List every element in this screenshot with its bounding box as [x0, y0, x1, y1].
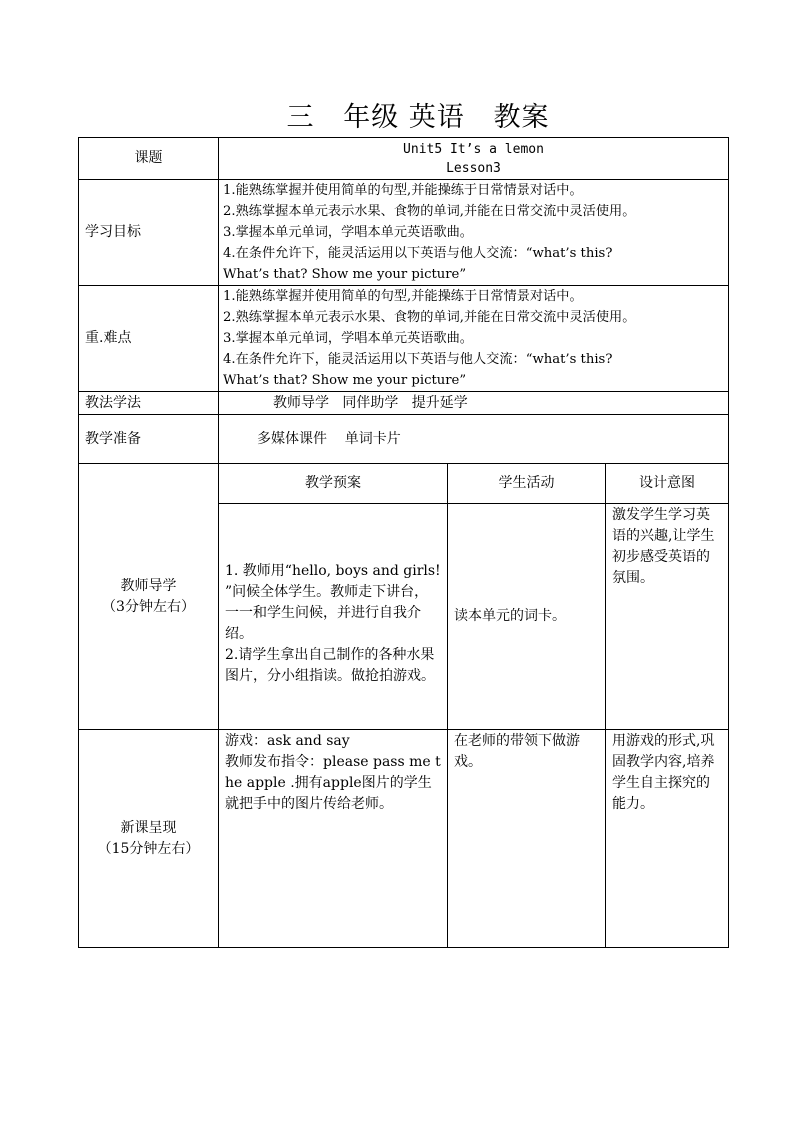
process-header-row [79, 464, 729, 504]
stage-cell [79, 464, 219, 730]
objective-item: 1.能熟练掌握并使用简单的句型,并能操练于日常情景对话中。 [223, 183, 583, 198]
lesson-unit: Unit5 It’s a lemon [403, 141, 544, 157]
key-points-row [79, 286, 729, 392]
lesson-plan-table [78, 137, 729, 948]
page-title: 三 年级 英语 教案 [286, 102, 550, 133]
key-point-item: 3.掌握本单元单词，学唱本单元英语歌曲。 [223, 331, 473, 346]
stage-name: 教师导学 [120, 577, 177, 594]
lesson-number: Lesson3 [446, 160, 501, 176]
objective-item: 2.熟练掌握本单元表示水果、食物的单词,并能在日常交流中灵活使用。 [223, 204, 636, 219]
stage-plan: 1. 教师用“hello, boys and girls! ”问候全体学生。教师走下讲台，一一和学生问候，并进行自我介绍。 2.请学生拿出自己制作的各种水果图片，分小组指读。做抢拍游戏。 [219, 504, 448, 730]
key-point-item: 4.在条件允许下，能灵活运用以下英语与他人交流：“what’s this? [223, 352, 613, 367]
objective-item: 3.掌握本单元单词，学唱本单元英语歌曲。 [223, 225, 473, 240]
key-point-item: What’s that? Show me your picture” [223, 373, 467, 388]
key-points-label: 重.难点 [79, 286, 219, 392]
stage-student: 在老师的带领下做游戏。 [448, 730, 606, 948]
stage-row [79, 730, 729, 948]
preparation-value: 多媒体课件 单词卡片 [219, 415, 729, 464]
key-point-item: 2.熟练掌握本单元表示水果、食物的单词,并能在日常交流中灵活使用。 [223, 310, 636, 325]
objectives-content [219, 180, 729, 286]
methods-value: 教师导学 同伴助学 提升延学 [219, 392, 729, 415]
stage-plan: 游戏：ask and say 教师发布指令：please pass me the apple .拥有apple图片的学生就把手中的图片传给老师。 [219, 730, 448, 948]
objective-item: 4.在条件允许下，能灵活运用以下英语与他人交流：“what’s this? [223, 246, 613, 261]
key-point-item: 1.能熟练掌握并使用简单的句型,并能操练于日常情景对话中。 [223, 289, 583, 304]
header-plan: 教学预案 [219, 464, 448, 504]
preparation-row [79, 415, 729, 464]
objective-item: What’s that? Show me your picture” [223, 267, 467, 282]
methods-row [79, 392, 729, 415]
stage-intent: 激发学生学习英语的兴趣,让学生初步感受英语的氛围。 [606, 504, 729, 730]
stage-cell [79, 730, 219, 948]
stage-time: （15分钟左右） [97, 840, 200, 857]
preparation-label: 教学准备 [79, 415, 219, 464]
lesson-label: 课题 [79, 138, 219, 180]
header-student: 学生活动 [448, 464, 606, 504]
objectives-label: 学习目标 [79, 180, 219, 286]
methods-label: 教法学法 [79, 392, 219, 415]
header-intent: 设计意图 [606, 464, 729, 504]
stage-intent: 用游戏的形式,巩固教学内容,培养学生自主探究的能力。 [606, 730, 729, 948]
lesson-value [219, 138, 729, 180]
lesson-row [79, 138, 729, 180]
stage-student: 读本单元的词卡。 [448, 504, 606, 730]
key-points-content [219, 286, 729, 392]
stage-time: （3分钟左右） [102, 598, 195, 615]
stage-name: 新课呈现 [120, 819, 177, 836]
objectives-row [79, 180, 729, 286]
